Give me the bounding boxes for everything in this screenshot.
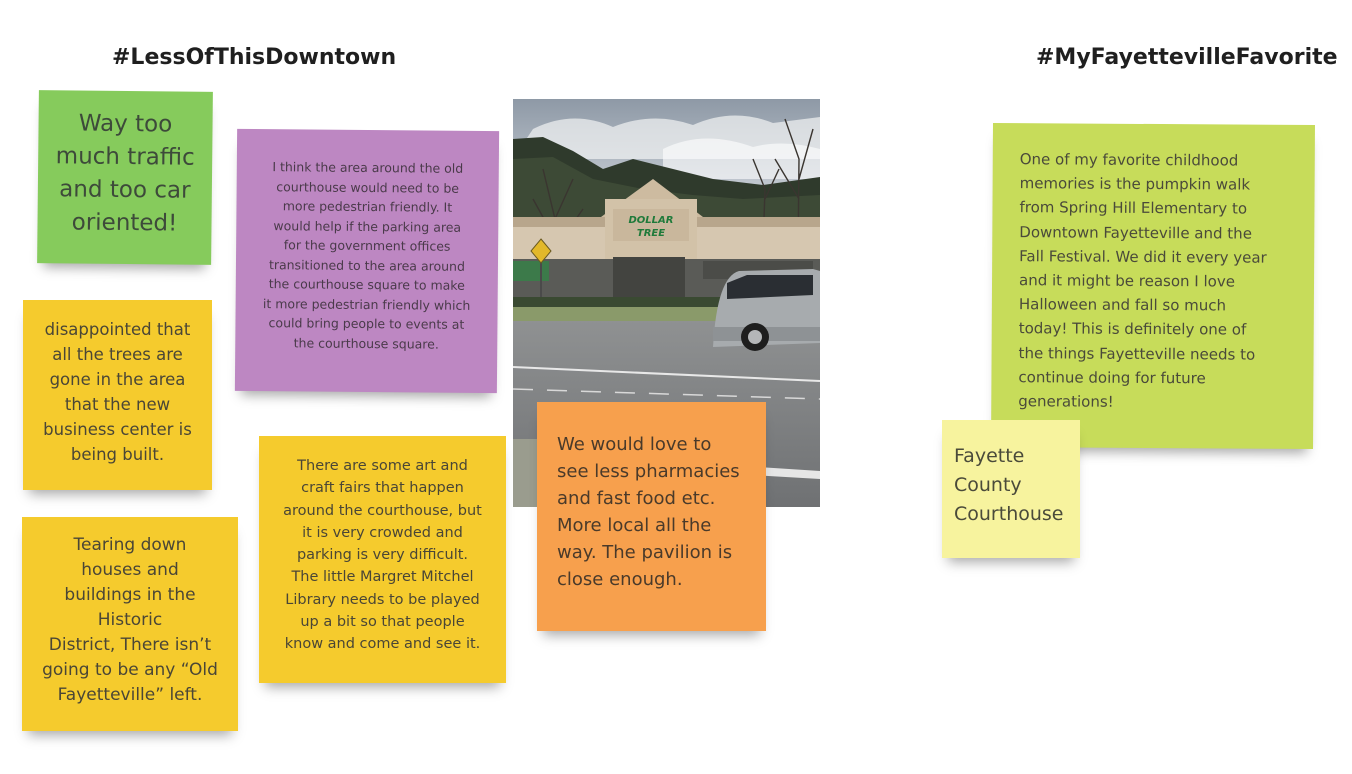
sticky-note-fairs [259, 436, 506, 683]
svg-text:TREE: TREE [636, 228, 666, 239]
sticky-note-pumpkin-walk [991, 123, 1315, 449]
sticky-note-pumpkin-walk-text: One of my favorite childhood memories is the pumpkin walk from Spring Hill Elementary to Downtown Fayetteville and the Fall Festival. We did it every year and it might be reason I love Halloween and fall so much today! This is definitely one of the things Fayetteville needs to continue doing for future generations! [1018, 150, 1267, 411]
heading-less-of-this-downtown: #LessOfThisDowntown [112, 45, 397, 70]
heading-my-fayetteville-favorite: #MyFayettevilleFavorite [1036, 45, 1338, 70]
sticky-note-pharmacies [537, 402, 766, 631]
sticky-note-trees-text: disappointed that all the trees are gone in the area that the new business center is being built. [43, 320, 192, 464]
sticky-note-pedestrian [235, 129, 499, 393]
sticky-note-traffic [37, 90, 213, 265]
sticky-note-courthouse [942, 420, 1080, 558]
sticky-note-fairs-text: There are some art and craft fairs that happen around the courthouse, but it is very crowded and parking is very difficult. The little Margret Mitchel Library needs to be played up a bit so that people know and come and see it. [283, 458, 482, 653]
sticky-note-tearing-down-text: Tearing down houses and buildings in the Historic District, There isn’t going to be any “Old Fayetteville” left. [42, 535, 218, 705]
sticky-note-trees [23, 300, 212, 490]
sticky-note-tearing-down [22, 517, 238, 731]
sticky-note-courthouse-text: Fayette County Courthouse [954, 445, 1064, 525]
sticky-note-pedestrian-text: I think the area around the old courthouse would need to be more pedestrian friendly. It would help if the parking area for the government offices transitioned to the area around the courthouse square to make it more pedestrian friendly which could bring people to events at the courthouse square. [262, 159, 471, 352]
svg-text:DOLLAR: DOLLAR [628, 215, 674, 226]
sticky-note-pharmacies-text: We would love to see less pharmacies and fast food etc. More local all the way. The pavilion is close enough. [557, 434, 740, 590]
sticky-note-traffic-text: Way too much traffic and too car oriented! [55, 110, 195, 237]
